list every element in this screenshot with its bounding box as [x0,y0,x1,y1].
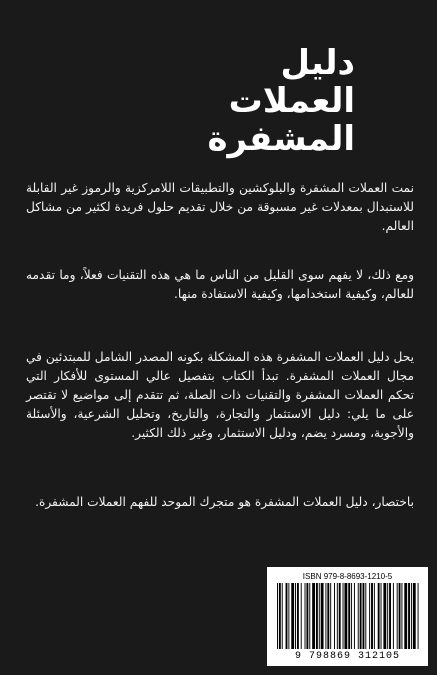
barcode-bar [319,583,320,649]
barcode-bar [288,583,289,649]
barcode-bar [365,583,366,649]
title-line-3: المشفرة [207,119,355,159]
barcode-bar [330,583,331,649]
barcode-bar [321,583,324,649]
barcode-bar [369,583,370,649]
barcode-bar [354,583,355,649]
barcode-bar [337,583,338,649]
barcode-bar [387,583,388,649]
barcode-bar [348,583,350,649]
barcode-bar [344,583,347,649]
barcode-number: 9 798869 312105 [294,651,400,662]
paragraph-intro: نمت العملات المشفرة والبلوكشين والتطبيقات اللامركزية والرموز غير القابلة للاستبدال بمعدلات غير مسبوقة من خلال تقديم حلول فريدة لكثير من مشاكل العالم. [26,181,414,233]
title-line-1: دليل [280,43,355,83]
barcode-bar [339,583,341,649]
barcode-bar [383,583,386,649]
barcode-bar [358,583,359,649]
barcode-bar [279,583,281,649]
barcode-bar [291,583,294,649]
paragraph-understanding: ومع ذلك، لا يفهم سوى القليل من الناس ما هي هذه التقنيات فعلاً، وما تقدمه للعالم، وكيفية استخدامها، وكيفية الاستفادة منها. [26,268,414,301]
barcode-bar [297,583,299,649]
barcode-bar [374,583,375,649]
barcode-bar [363,583,365,649]
book-title [207,44,355,158]
barcode-bar [411,583,412,649]
barcode-bar [343,583,344,649]
paragraph-solution: يحل دليل العملات المشفرة هذه المشكلة بكونه المصدر الشامل للمبتدئين في مجال العملات المشفرة. تبدأ الكتاب بتفصيل عالي المستوى للأفكار التي تحكم العملات المشفرة والتقنيات ذات الصلة، ثم تتقدم إلى مواضيع لا تقتصر على ما يلي: دليل الاستثمار والتجارة، والتاريخ، وتحليل الشرعية، والأسئلة والأجوبة، ومسرد يضم، ودليل الاستثمار، وغير ذلك الكثير. [26,350,414,440]
title-line-2: العملات [228,81,355,121]
barcode-bar [301,583,302,649]
barcode-bar [397,583,398,649]
barcode-bar [399,583,401,649]
barcode-bar [351,583,352,649]
barcode-bar [389,583,391,649]
barcode-bar [305,583,306,649]
barcode-bar [393,583,394,649]
barcode-bar [334,583,335,649]
paragraph-summary: باختصار، دليل العملات المشفرة هو متجرك الموحد للفهم العملات المشفرة. [35,495,414,509]
isbn-label: ISBN 979-8-8693-1210-5 [302,572,393,581]
barcode-bar [413,583,416,649]
barcode-bar [282,583,283,649]
barcode-bar [327,583,329,649]
barcode-bar [408,583,410,649]
isbn-barcode [267,567,428,666]
barcode-bar [309,583,310,649]
barcode-bar [286,583,288,649]
barcode-bar [325,583,326,649]
barcode-bar [381,583,382,649]
barcode-bar [360,583,362,649]
barcode-bar [371,583,373,649]
barcode-bar [277,583,278,649]
barcode-bar [306,583,308,649]
barcode-bar [312,583,315,649]
barcode-bar [378,583,380,649]
barcode-bar [404,583,407,649]
barcode-bar [316,583,318,649]
barcode-bar [295,583,296,649]
barcode-bar [418,583,419,649]
barcode-bars [277,583,419,649]
barcode-bar [401,583,402,649]
